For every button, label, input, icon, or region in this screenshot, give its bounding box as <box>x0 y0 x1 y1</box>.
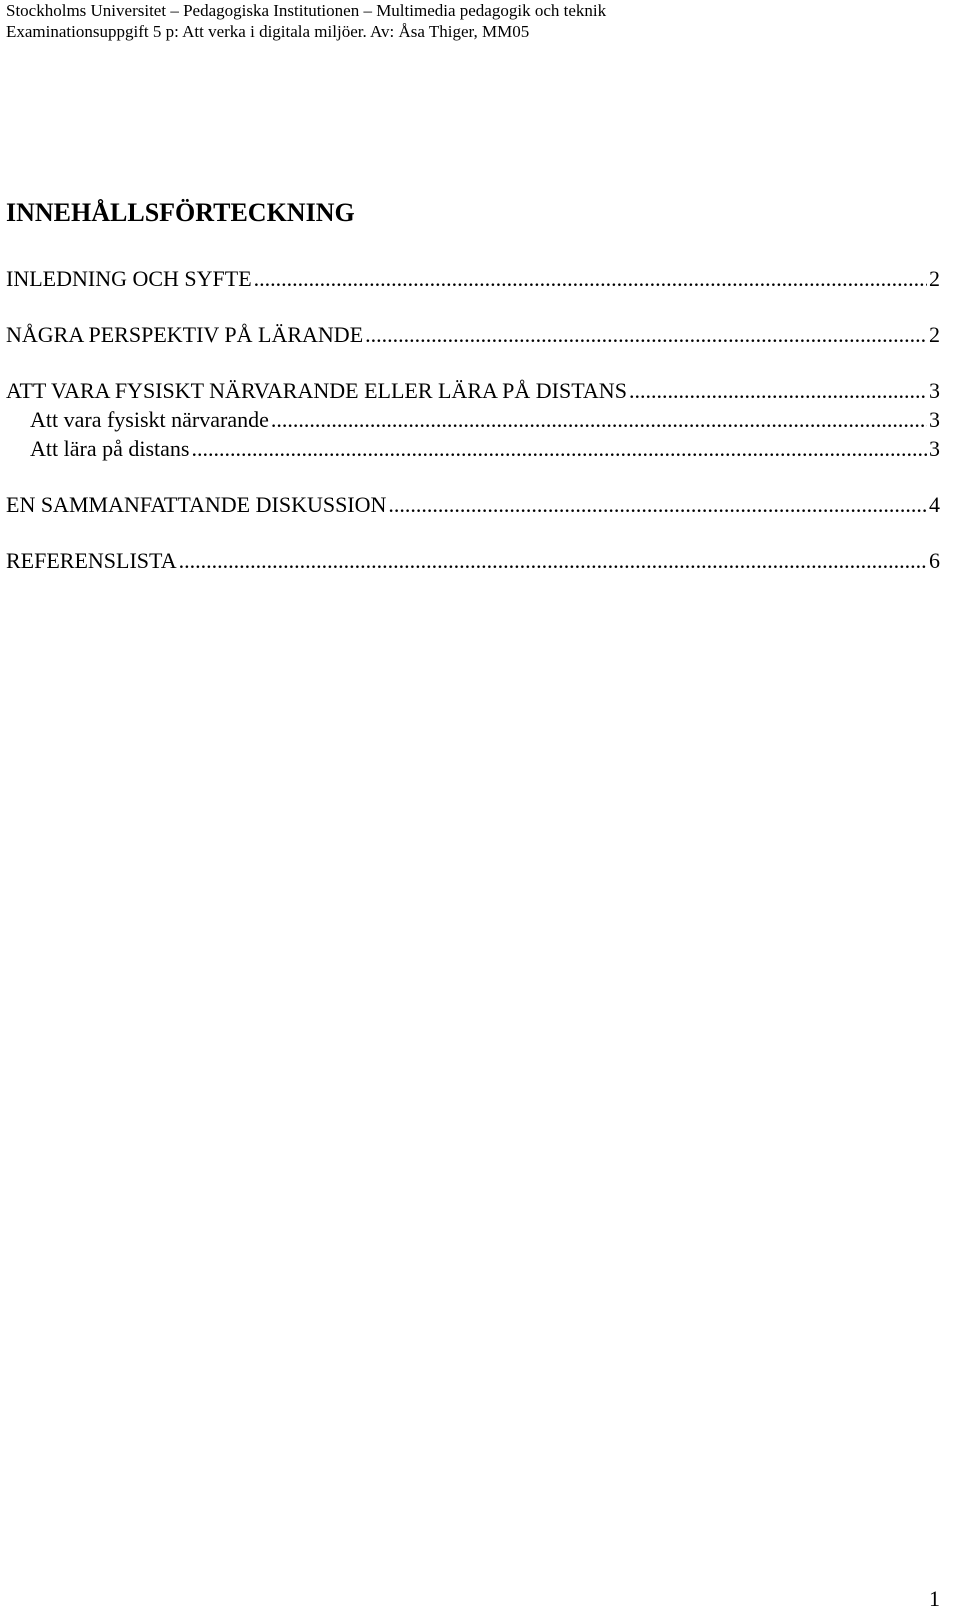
toc-entry-lara-pa-distans[interactable] <box>30 436 940 462</box>
toc-dot-leader <box>271 407 927 433</box>
toc-entry-text: EN SAMMANFATTANDE DISKUSSION <box>6 492 387 517</box>
toc-dot-leader <box>254 266 927 292</box>
header-institution-line: Stockholms Universitet – Pedagogiska Institutionen – Multimedia pedagogik och teknik <box>6 1 607 20</box>
toc-entry-fysiskt-narvarande[interactable] <box>30 407 940 433</box>
toc-dot-leader <box>365 322 927 348</box>
toc-dot-leader <box>179 548 927 574</box>
toc-entry-text: Att lära på distans <box>30 436 190 461</box>
toc-page-number: 3 <box>929 378 940 403</box>
toc-entry-perspektiv[interactable] <box>6 322 940 348</box>
toc-entry-inledning[interactable] <box>6 266 940 292</box>
toc-entry-text: Att vara fysiskt närvarande <box>30 407 269 432</box>
toc-page-number: 2 <box>929 266 940 291</box>
toc-page-number: 3 <box>929 436 940 461</box>
toc-entry-narvarande-distans[interactable] <box>6 378 940 404</box>
header-assignment-line: Examinationsuppgift 5 p: Att verka i digitala miljöer. Av: Åsa Thiger, MM05 <box>6 22 530 41</box>
document-header <box>6 0 946 42</box>
toc-page-number: 6 <box>929 548 940 573</box>
toc-entry-text: NÅGRA PERSPEKTIV PÅ LÄRANDE <box>6 322 364 347</box>
toc-page-number: 3 <box>929 407 940 432</box>
toc-dot-leader <box>191 436 927 462</box>
toc-dot-leader <box>388 492 927 518</box>
page-number: 1 <box>929 1586 940 1611</box>
toc-entry-referenslista[interactable] <box>6 548 940 574</box>
toc-entry-text: ATT VARA FYSISKT NÄRVARANDE ELLER LÄRA PÅ DISTANS <box>6 378 627 403</box>
toc-entry-text: INLEDNING OCH SYFTE <box>6 266 252 291</box>
toc-entry-sammanfattande-diskussion[interactable] <box>6 492 940 518</box>
toc-dot-leader <box>629 378 927 404</box>
toc-page-number: 4 <box>929 492 940 517</box>
toc-title: INNEHÅLLSFÖRTECKNING <box>6 198 355 227</box>
toc-entry-text: REFERENSLISTA <box>6 548 177 573</box>
toc-page-number: 2 <box>929 322 940 347</box>
